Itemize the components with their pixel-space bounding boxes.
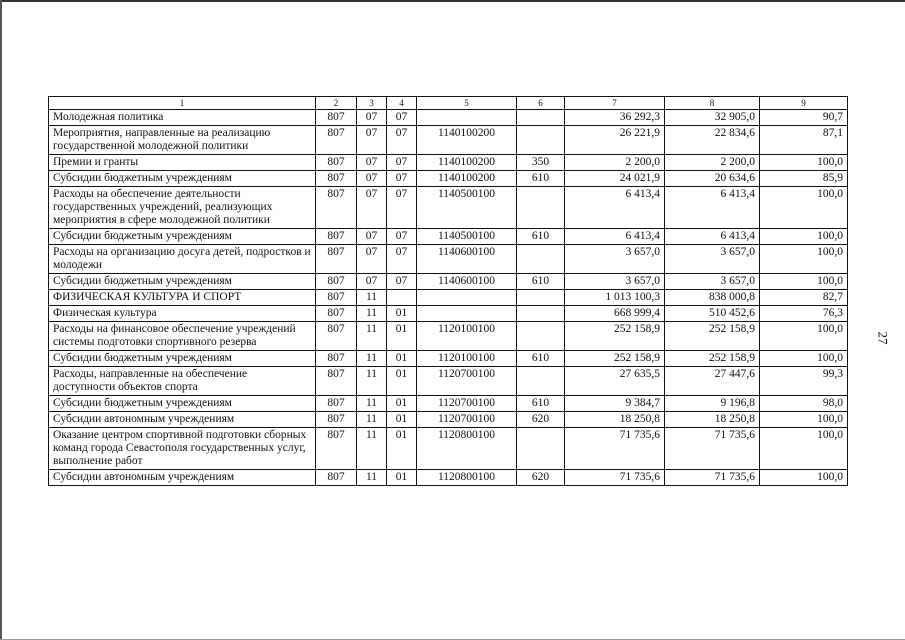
cell-execution-percent: 100,0 [760,274,848,290]
cell-subsection-code: 07 [387,274,417,290]
cell-planned-amount: 26 221,9 [565,126,665,155]
cell-ministry-code: 807 [316,396,357,412]
cell-ministry-code: 807 [316,171,357,187]
cell-row-name: Субсидии бюджетным учреждениям [49,351,316,367]
cell-executed-amount: 3 657,0 [665,245,760,274]
cell-executed-amount: 71 735,6 [665,428,760,470]
cell-subsection-code: 07 [387,229,417,245]
cell-subsection-code: 07 [387,126,417,155]
table-header-row [49,97,848,110]
cell-executed-amount: 71 735,6 [665,470,760,486]
table-row [49,306,848,322]
col-header: 1 [49,97,316,110]
cell-planned-amount: 36 292,3 [565,110,665,126]
cell-row-name: Расходы на финансовое обеспечение учреждений системы подготовки спортивного резерва [49,322,316,351]
table-row [49,187,848,229]
cell-ministry-code: 807 [316,306,357,322]
cell-section-code: 11 [357,412,387,428]
cell-section-code: 11 [357,470,387,486]
table-row [49,290,848,306]
cell-section-code: 07 [357,110,387,126]
cell-execution-percent: 100,0 [760,470,848,486]
cell-execution-percent: 100,0 [760,245,848,274]
cell-row-name: Расходы, направленные на обеспечение доступности объектов спорта [49,367,316,396]
cell-execution-percent: 100,0 [760,351,848,367]
cell-row-name: Субсидии бюджетным учреждениям [49,274,316,290]
scan-left-edge [0,0,2,640]
cell-executed-amount: 252 158,9 [665,322,760,351]
cell-expense-type: 610 [517,351,565,367]
cell-section-code: 11 [357,306,387,322]
cell-subsection-code: 01 [387,367,417,396]
cell-planned-amount: 3 657,0 [565,245,665,274]
cell-execution-percent: 82,7 [760,290,848,306]
cell-ministry-code: 807 [316,110,357,126]
cell-ministry-code: 807 [316,412,357,428]
cell-section-code: 07 [357,274,387,290]
cell-expense-type [517,322,565,351]
cell-executed-amount: 838 000,8 [665,290,760,306]
cell-execution-percent: 100,0 [760,412,848,428]
cell-planned-amount: 24 021,9 [565,171,665,187]
cell-row-name: Оказание центром спортивной подготовки сборных команд города Севастополя государственных услуг, выполнение работ [49,428,316,470]
cell-target-article: 1120700100 [417,396,517,412]
col-header: 9 [760,97,848,110]
cell-subsection-code: 01 [387,428,417,470]
cell-target-article: 1140100200 [417,155,517,171]
cell-ministry-code: 807 [316,428,357,470]
cell-subsection-code: 01 [387,351,417,367]
cell-target-article: 1140500100 [417,187,517,229]
cell-expense-type [517,367,565,396]
table-row [49,229,848,245]
cell-section-code: 07 [357,155,387,171]
cell-row-name: Молодежная политика [49,110,316,126]
cell-ministry-code: 807 [316,229,357,245]
cell-expense-type [517,187,565,229]
cell-section-code: 07 [357,126,387,155]
table-row [49,428,848,470]
cell-execution-percent: 100,0 [760,229,848,245]
table-row [49,155,848,171]
cell-planned-amount: 71 735,6 [565,428,665,470]
cell-planned-amount: 2 200,0 [565,155,665,171]
cell-expense-type: 350 [517,155,565,171]
cell-subsection-code: 07 [387,171,417,187]
cell-section-code: 07 [357,245,387,274]
cell-row-name: Субсидии автономным учреждениям [49,412,316,428]
cell-execution-percent: 100,0 [760,187,848,229]
cell-subsection-code [387,290,417,306]
cell-planned-amount: 3 657,0 [565,274,665,290]
cell-row-name: Субсидии автономным учреждениям [49,470,316,486]
table-row [49,470,848,486]
cell-planned-amount: 668 999,4 [565,306,665,322]
cell-execution-percent: 99,3 [760,367,848,396]
table-row [49,110,848,126]
cell-subsection-code: 01 [387,412,417,428]
cell-expense-type [517,290,565,306]
cell-executed-amount: 252 158,9 [665,351,760,367]
cell-section-code: 11 [357,290,387,306]
cell-executed-amount: 20 634,6 [665,171,760,187]
cell-planned-amount: 6 413,4 [565,187,665,229]
cell-target-article: 1120800100 [417,470,517,486]
cell-expense-type: 610 [517,229,565,245]
table-row [49,322,848,351]
cell-subsection-code: 01 [387,396,417,412]
cell-target-article: 1140600100 [417,274,517,290]
cell-expense-type: 610 [517,396,565,412]
cell-target-article: 1120100100 [417,322,517,351]
cell-row-name: Премии и гранты [49,155,316,171]
cell-ministry-code: 807 [316,351,357,367]
col-header: 7 [565,97,665,110]
cell-execution-percent: 100,0 [760,428,848,470]
cell-execution-percent: 90,7 [760,110,848,126]
col-header: 6 [517,97,565,110]
col-header: 3 [357,97,387,110]
cell-ministry-code: 807 [316,367,357,396]
cell-subsection-code: 01 [387,306,417,322]
cell-ministry-code: 807 [316,155,357,171]
cell-execution-percent: 98,0 [760,396,848,412]
cell-executed-amount: 510 452,6 [665,306,760,322]
col-header: 8 [665,97,760,110]
cell-planned-amount: 71 735,6 [565,470,665,486]
cell-ministry-code: 807 [316,126,357,155]
cell-planned-amount: 18 250,8 [565,412,665,428]
cell-target-article: 1120700100 [417,367,517,396]
table-row [49,412,848,428]
cell-row-name: Расходы на организацию досуга детей, подростков и молодежи [49,245,316,274]
cell-section-code: 11 [357,367,387,396]
cell-expense-type: 610 [517,274,565,290]
cell-expense-type [517,110,565,126]
cell-executed-amount: 32 905,0 [665,110,760,126]
page-number: 27 [875,331,891,345]
col-header: 2 [316,97,357,110]
table-row [49,245,848,274]
cell-planned-amount: 9 384,7 [565,396,665,412]
cell-row-name: Субсидии бюджетным учреждениям [49,229,316,245]
cell-target-article [417,110,517,126]
col-header: 5 [417,97,517,110]
cell-row-name: Мероприятия, направленные на реализацию государственной молодежной политики [49,126,316,155]
cell-section-code: 11 [357,322,387,351]
budget-table [48,96,848,486]
cell-section-code: 07 [357,187,387,229]
cell-executed-amount: 2 200,0 [665,155,760,171]
cell-target-article: 1140100200 [417,171,517,187]
cell-section-code: 11 [357,428,387,470]
cell-row-name: Субсидии бюджетным учреждениям [49,171,316,187]
cell-target-article: 1120700100 [417,412,517,428]
cell-execution-percent: 85,9 [760,171,848,187]
cell-target-article: 1140500100 [417,229,517,245]
table-body [49,110,848,486]
cell-execution-percent: 76,3 [760,306,848,322]
cell-target-article: 1120800100 [417,428,517,470]
table-row [49,171,848,187]
cell-row-name: Физическая культура [49,306,316,322]
cell-planned-amount: 1 013 100,3 [565,290,665,306]
cell-target-article: 1140100200 [417,126,517,155]
cell-executed-amount: 6 413,4 [665,187,760,229]
cell-subsection-code: 07 [387,155,417,171]
cell-ministry-code: 807 [316,187,357,229]
cell-subsection-code: 07 [387,187,417,229]
cell-expense-type [517,306,565,322]
cell-executed-amount: 3 657,0 [665,274,760,290]
table-row [49,274,848,290]
cell-ministry-code: 807 [316,322,357,351]
cell-section-code: 11 [357,396,387,412]
cell-execution-percent: 100,0 [760,322,848,351]
col-header: 4 [387,97,417,110]
cell-target-article [417,306,517,322]
cell-section-code: 07 [357,229,387,245]
cell-executed-amount: 9 196,8 [665,396,760,412]
cell-row-name: Субсидии бюджетным учреждениям [49,396,316,412]
cell-row-name: Расходы на обеспечение деятельности государственных учреждений, реализующих мероприятия в сфере молодежной политики [49,187,316,229]
table-row [49,126,848,155]
cell-executed-amount: 6 413,4 [665,229,760,245]
cell-expense-type [517,126,565,155]
cell-target-article: 1140600100 [417,245,517,274]
cell-section-code: 07 [357,171,387,187]
cell-expense-type [517,428,565,470]
cell-expense-type: 620 [517,470,565,486]
cell-execution-percent: 87,1 [760,126,848,155]
cell-planned-amount: 252 158,9 [565,351,665,367]
cell-row-name: ФИЗИЧЕСКАЯ КУЛЬТУРА И СПОРТ [49,290,316,306]
cell-ministry-code: 807 [316,290,357,306]
cell-section-code: 11 [357,351,387,367]
table-row [49,351,848,367]
cell-executed-amount: 27 447,6 [665,367,760,396]
cell-planned-amount: 252 158,9 [565,322,665,351]
cell-target-article: 1120100100 [417,351,517,367]
cell-target-article [417,290,517,306]
cell-expense-type [517,245,565,274]
table-row [49,367,848,396]
cell-expense-type: 610 [517,171,565,187]
scan-top-edge [0,0,905,2]
cell-ministry-code: 807 [316,470,357,486]
cell-executed-amount: 18 250,8 [665,412,760,428]
table-row [49,396,848,412]
cell-planned-amount: 6 413,4 [565,229,665,245]
cell-subsection-code: 07 [387,110,417,126]
cell-executed-amount: 22 834,6 [665,126,760,155]
cell-planned-amount: 27 635,5 [565,367,665,396]
cell-expense-type: 620 [517,412,565,428]
cell-subsection-code: 01 [387,470,417,486]
cell-subsection-code: 01 [387,322,417,351]
cell-ministry-code: 807 [316,245,357,274]
cell-subsection-code: 07 [387,245,417,274]
cell-ministry-code: 807 [316,274,357,290]
cell-execution-percent: 100,0 [760,155,848,171]
